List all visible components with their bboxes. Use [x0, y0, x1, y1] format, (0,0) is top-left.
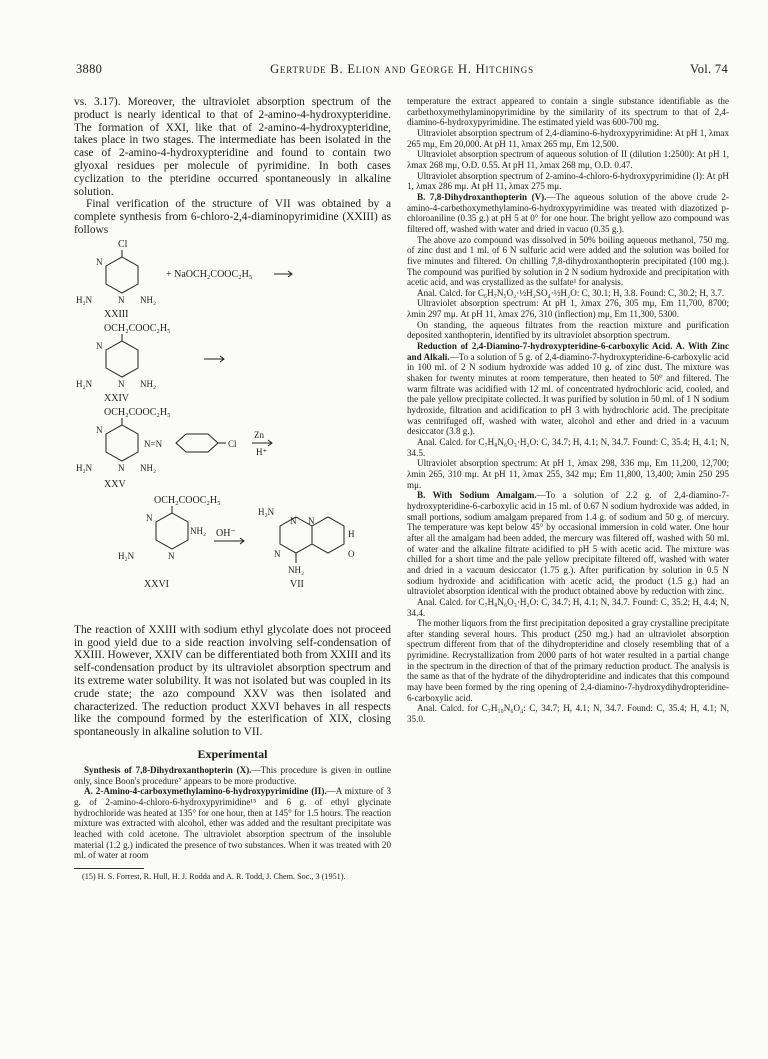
procedure-text: —A mixture of 3 g. of 2-amino-4-chloro-6-hydroxypyrimidine¹⁵ and 6 g. of ethyl glycinate hydrochloride was heated at 135° for one hour, then at 145° for 1.5 hours. The reaction mixture was extracted with alcohol, ether was added and the resultant precipitate was leached with cold acetone. The ultraviolet absorption spectrum of the insoluble material (1.2 g.) indicated the presence of two substances. When it was treated with 20 ml. of water at room: [74, 786, 391, 861]
compound-label-xxvi: XXVI: [144, 578, 169, 590]
procedure-title: B. 7,8-Dihydroxanthopterin (V).: [417, 191, 547, 202]
section-heading-experimental: Experimental: [197, 746, 268, 761]
analysis-line: Anal. Calcd. for C₆H₇N₅O₂·½H₂SO₄·½H₂O: C, 30.1; H, 3.8. Found: C, 30.2; H, 3.7.: [417, 287, 725, 298]
ring-nitrogen-label: N: [96, 340, 103, 351]
paragraph: Ultraviolet absorption spectrum of aqueous solution of II (dilution 1:2500): At pH 1, λmax 268 mμ, O.D. 0.55. At pH 11, λmax 268 mμ, O.D. 0.47.: [407, 149, 729, 170]
procedure-title: A. 2-Amino-4-carboxymethylamino-6-hydroxypyrimidine (II).: [84, 786, 327, 797]
paragraph: The reaction of XXIII with sodium ethyl glycolate does not proceed in good yield due to a side reaction involving self-condensation of XXIII. However, XXIV can be differentiated both from XXIII and its self-condensation product by its ultraviolet absorption spectrum and its extreme water solubility. It was not isolated but was coupled in its crude state; the azo compound XXV was then isolated and characterized. The reduction product XXVI behaves in all respects like the compound formed by the esterification of XIX, closing spontaneously in alkaline solution to VII.: [74, 623, 391, 739]
analysis-line: Anal. Calcd. for C₇H₈N₆O₃·H₂O: C, 34.7; H, 4.1; N, 34.7. Found: C, 35.4; H, 4.1; N, 34.5.: [407, 437, 729, 458]
ring-nitrogen-label: N: [146, 512, 153, 523]
ring-nitrogen-label: N: [118, 294, 125, 305]
reaction-scheme-drawing: [74, 237, 391, 619]
amino-label: NH₂: [140, 294, 157, 305]
substituent-label: OCH₂COOC₂H₅: [154, 494, 221, 506]
ring-nitrogen-label: N: [96, 256, 103, 267]
compound-label-vii: VII: [290, 578, 304, 590]
reagent-label: + NaOCH₂COOC₂H₅: [166, 268, 253, 280]
reagent-zn: Zn: [254, 429, 264, 440]
pyrimidine-ring: [106, 341, 138, 377]
paragraph: On standing, the aqueous filtrates from the reaction mixture and purification deposited xanthopterin, identified by its ultraviolet absorption spectrum.: [407, 319, 729, 341]
benzene-ring: [176, 434, 218, 452]
pyrimidine-ring: [106, 257, 138, 293]
amino-label: NH₂: [288, 564, 305, 575]
chloro-label: Cl: [118, 238, 128, 250]
footnote: (15) H. S. Forrest, R. Hull, H. J. Rodda and A. R. Todd, J. Chem. Soc., 3 (1951).: [82, 871, 346, 881]
paragraph: Ultraviolet absorption spectrum of 2-amino-4-chloro-6-hydroxypyrimidine (I): At pH 1, λmax 286 mμ. At pH 11, λmax 275 mμ.: [407, 170, 729, 192]
paragraph: The above azo compound was dissolved in 50% boiling aqueous methanol, 750 mg. of zinc dust and 1 ml. of 6 N sulfuric acid were added and the solution was boiled for five minutes and filtered. On chilling 7,8-dihydroxanthopterin precipitated (100 mg.). The compound was purified by solution in 2 N sodium hydroxide and precipitation with acetic acid, and was crystallized as the sulfate¹ for analysis.: [407, 234, 729, 288]
procedure-text: —To a solution of 5 g. of 2,4-diamino-7-hydroxypteridine-6-carboxylic acid in 100 ml. of 2 N sodium hydroxide was added 10 g. of zinc dust. The mixture was shaken for twenty minutes at room temperature, then heated to 50° and filtered. The warm filtrate was acidified with 12 ml. of concentrated hydrochloric acid, cooled, and the pale yellow precipitate collected. It was purified by solution in 50 ml. of 1 N sodium hydroxide, filtration and acidification to pH 3 with hydrochloric acid. The precipitate was centrifuged off, washed with water, alcohol and ether and dried in a vacuum desiccator (3.8 g.).: [407, 351, 729, 437]
reagent-acid: H⁺: [256, 446, 268, 457]
amino-label: NH₂: [140, 462, 157, 473]
substituent-label: OCH₂COOC₂H₅: [104, 322, 171, 334]
hydrogen-label: H: [348, 528, 355, 539]
amino-label: H₂N: [76, 294, 93, 305]
reagent-hydroxide: OH⁻: [216, 527, 236, 539]
amino-label: H₂N: [258, 506, 275, 517]
ring-nitrogen-label: N: [290, 515, 297, 526]
left-column: [74, 96, 391, 1026]
pyrimidine-ring: [106, 425, 138, 461]
paragraph: Ultraviolet absorption spectrum of 2,4-diamino-6-hydroxypyrimidine: At pH 1, λmax 265 mμ, Em 20,000. At pH 11, λmax 265 mμ, Em 12,500.: [407, 127, 729, 149]
ring-nitrogen-label: N: [118, 462, 125, 473]
paragraph: Ultraviolet absorption spectrum: At pH 1, λmax 276, 305 mμ, Em 11,700, 8700; λmin 297 mμ. At pH 11, λmax 276, 310 (inflection) mμ, Em 11,300, 5300.: [407, 298, 729, 320]
procedure-text: —To a solution of 2.2 g. of 2,4-diamino-7-hydroxypteridine-6-carboxylic acid in 15 ml. of 0.67 N sodium hydroxide was added, in small portions, sodium amalgam prepared from 1.4 g. of sodium and 50 g. of mercury. The temperature was kept below 45° by occasional immersion in cold water. One hour after all the amalgam had been added, the mercury was filtered off, washed with 50 ml. of water and the alkaline filtrate acidified to pH 5 with acetic acid. The mixture was chilled for a short time and the pale yellow precipitate filtered off, washed with water and dried in a vacuum desiccator (1.75 g.). After purification by solution in 0.5 N sodium hydroxide and acidification with acetic acid, the product (1.5 g.) had an ultraviolet absorption identical with the product obtained above by reduction with zinc.: [407, 490, 729, 597]
reaction-scheme: [74, 237, 391, 624]
amino-label: H₂N: [76, 462, 93, 473]
compound-label-xxiv: XXIV: [104, 392, 129, 404]
procedure-title: B. With Sodium Amalgam.: [417, 490, 537, 501]
right-column: [407, 96, 729, 1026]
page-number: 3880: [76, 62, 103, 76]
page-header: [76, 62, 728, 82]
pyrimidine-ring: [156, 513, 188, 549]
paragraph: temperature the extract appeared to contain a single substance identifiable as the carbethoxymethylaminopyrimidine by the similarity of its spectrum to that of 2,4-diamino-6-hydroxypyrimidine. The estimated yield was 600-700 mg.: [407, 96, 729, 128]
analysis-line: Anal. Calcd. for C₇H₁₀N₆O₄: C, 34.7; H, 4.1; N, 34.7. Found: C, 35.4; H, 4.1; N, 35.0.: [407, 703, 729, 725]
procedure-text: —The aqueous solution of the above crude 2-amino-4-carbethoxymethylamino-6-hydroxypyrimidine was treated with diazotized p-chloroaniline (0.35 g.) at pH 5 at 0° for one hour. The bright yellow azo compound was filtered off, washed with water and dried in vacuo (0.35 g.).: [407, 191, 729, 234]
ring-nitrogen-label: N: [274, 548, 281, 559]
paragraph: Ultraviolet absorption spectrum: At pH 1, λmax 298, 336 mμ, Em 11,200, 12,700; λmin 265, 310 mμ. At pH 11, λmax 255, 342 mμ; Em 11,800, 13,400; λmin 250 295 mμ.: [407, 458, 729, 490]
pyrazine-ring: [312, 517, 344, 553]
oxygen-label: O: [348, 548, 355, 559]
footnote-rule: [74, 868, 144, 869]
ring-nitrogen-label: N: [168, 550, 175, 561]
amino-label: NH₂: [140, 378, 157, 389]
procedure-text: —This procedure is given in outline only, since Boon's procedure⁷ appears to be more productive.: [74, 764, 391, 786]
amino-label: H₂N: [118, 550, 135, 561]
amino-label: H₂N: [76, 378, 93, 389]
running-title-authors: Gertrude B. Elion and George H. Hitchings: [270, 62, 534, 76]
azo-label: N=N: [144, 438, 163, 449]
analysis-line: Anal. Calcd. for C₇H₈N₆O₃·H₂O: C, 34.7; H, 4.1; N, 34.7. Found: C, 35.2; H, 4.4; N, 34.4.: [407, 596, 729, 618]
compound-label-xxiii: XXIII: [104, 308, 129, 320]
procedure-title: Synthesis of 7,8-Dihydroxanthopterin (X).: [84, 764, 252, 775]
paragraph: vs. 3.17). Moreover, the ultraviolet absorption spectrum of the product is nearly identical to that of 2-amino-4-hydroxypteridine. The formation of XXI, like that of 2-amino-4-hydroxypteridine, takes place in two stages. The intermediate has been isolated in the case of 2-amino-4-hydroxypteridine and found to contain two glyoxal residues per molecule of pyrimidine. In both cases cyclization to the pteridine occurred spontaneously in alkaline solution.: [74, 96, 391, 198]
paragraph: Final verification of the structure of VII was obtained by a complete synthesis from 6-chloro-2,4-diaminopyrimidine (XXIII) as follows: [74, 198, 391, 236]
procedure-title: Reduction of 2,4-Diamino-7-hydroxypteridine-6-carboxylic Acid. A. With Zinc and Alkali.: [407, 341, 729, 362]
compound-label-xxv: XXV: [104, 478, 126, 490]
ring-nitrogen-label: N: [308, 515, 315, 526]
substituent-label: OCH₂COOC₂H₅: [104, 406, 171, 418]
paragraph: The mother liquors from the first precipitation deposited a gray crystalline precipitate after standing several hours. This product (250 mg.) had an ultraviolet absorption spectrum different from that of the dihydropteridine and closely resembling that of a pyrimidine. Recrystallization from 2000 parts of hot water resulted in a partial change in the spectrum in the direction of that of the primary reduction product. The analysis is the same as that of the hydrate of the dihydropteridine and indicates that this compound may have been formed by the ring opening of 2,4-diamino-7-hydroxydihydropteridine-6-carboxylic acid.: [407, 618, 729, 703]
ring-nitrogen-label: N: [118, 378, 125, 389]
ring-nitrogen-label: N: [96, 424, 103, 435]
chloro-label: Cl: [228, 438, 237, 449]
volume-label: Vol. 74: [690, 62, 728, 76]
amino-label: NH₂: [190, 525, 207, 536]
